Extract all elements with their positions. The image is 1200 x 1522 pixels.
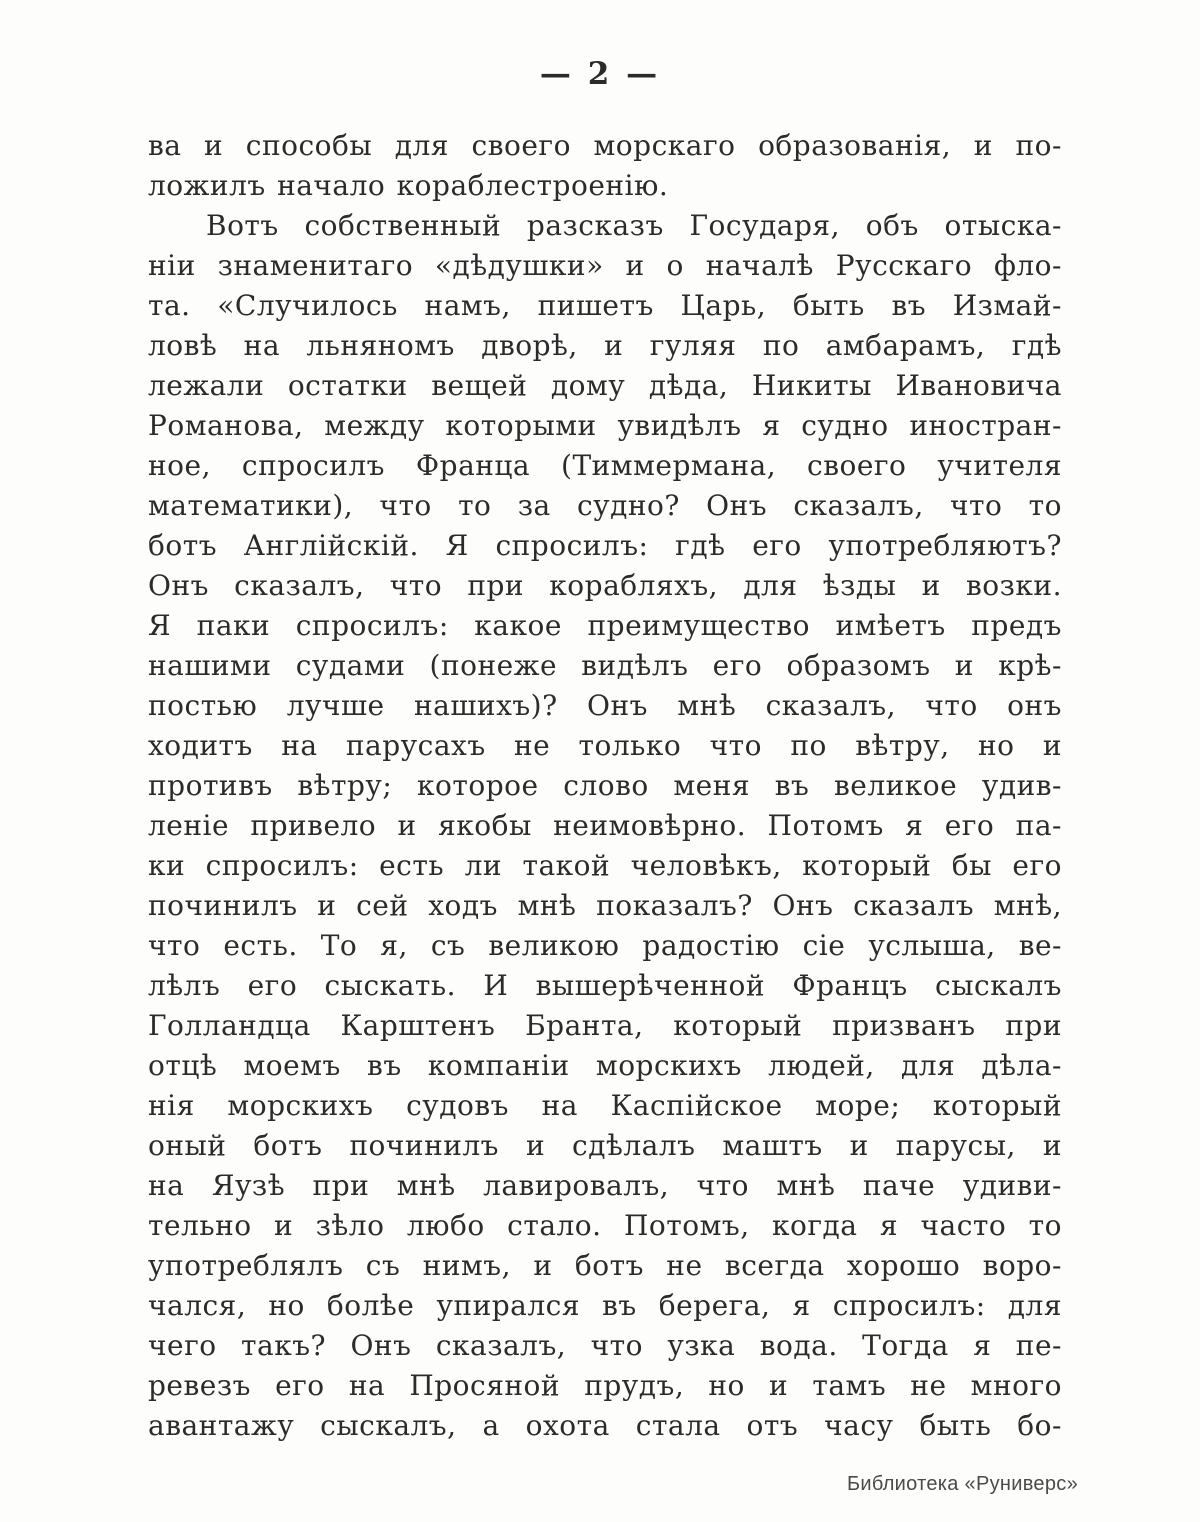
text-line: отцѣ моемъ въ компаніи морскихъ людей, для дѣла- (148, 1049, 1062, 1082)
text-line: лежали остатки вещей дому дѣда, Никиты Ивановича (148, 369, 1062, 402)
text-line: ходитъ на парусахъ не только что по вѣтру, но и (148, 729, 1062, 762)
paragraph (148, 206, 1062, 1446)
text-line: оный ботъ починилъ и сдѣлалъ маштъ и парусы, и (148, 1129, 1062, 1162)
text-line: на Яузѣ при мнѣ лавировалъ, что мнѣ паче удиви- (148, 1169, 1062, 1202)
text-line: чего такъ? Онъ сказалъ, что узка вода. Тогда я пе- (148, 1329, 1062, 1362)
text-line: ки спросилъ: есть ли такой человѣкъ, который бы его (148, 849, 1062, 882)
text-line: тельно и зѣло любо стало. Потомъ, когда я часто то (148, 1209, 1062, 1242)
text-line: ботъ Англійскій. Я спросилъ: гдѣ его употребляютъ? (148, 529, 1062, 562)
library-watermark: Библиотека «Руниверс» (846, 1473, 1078, 1495)
paragraph (148, 126, 1062, 206)
text-line: ніи знаменитаго «дѣдушки» и о началѣ Русскаго фло- (148, 249, 1062, 282)
text-line: противъ вѣтру; которое слово меня въ великое удив- (148, 769, 1062, 802)
text-line: чался, но болѣе упирался въ берега, я спросилъ: для (148, 1289, 1062, 1322)
text-line: Я паки спросилъ: какое преимущество имѣетъ предъ (148, 609, 1062, 642)
text-line: постью лучше нашихъ)? Онъ мнѣ сказалъ, что онъ (148, 689, 1062, 722)
text-line: авантажу сыскалъ, а охота стала отъ часу быть бо- (148, 1409, 1062, 1442)
text-line: ва и способы для своего морскаго образованія, и по- (148, 129, 1062, 162)
text-line: нашими судами (понеже видѣлъ его образомъ и крѣ- (148, 649, 1062, 682)
text-line: ревезъ его на Просяной прудъ, но и тамъ не много (148, 1369, 1062, 1402)
text-line: лѣлъ его сыскать. И вышерѣченной Францъ сыскалъ (148, 969, 1062, 1002)
text-line: математики), что то за судно? Онъ сказалъ, что то (148, 489, 1062, 522)
body-text (148, 126, 1062, 1446)
text-line: Романова, между которыми увидѣлъ я судно иностран- (148, 409, 1062, 442)
text-line: ловѣ на льняномъ дворѣ, и гуляя по амбарамъ, гдѣ (148, 329, 1062, 362)
text-line: что есть. То я, съ великою радостію сіе услыша, ве- (148, 929, 1062, 962)
text-line: починилъ и сей ходъ мнѣ показалъ? Онъ сказалъ мнѣ, (148, 889, 1062, 922)
text-line: нія морскихъ судовъ на Каспійское море; который (148, 1089, 1062, 1122)
text-line: ложилъ начало кораблестроенію. (148, 169, 669, 202)
text-line: леніе привело и якобы неимовѣрно. Потомъ я его па- (148, 809, 1062, 842)
text-line: употреблялъ съ нимъ, и ботъ не всегда хорошо воро- (148, 1249, 1062, 1282)
text-line: та. «Случилось намъ, пишетъ Царь, быть въ Измай- (148, 289, 1062, 322)
text-line: Вотъ собственный разсказъ Государя, объ отыска- (206, 209, 1062, 242)
text-line: ное, спросилъ Франца (Тиммермана, своего учителя (148, 449, 1062, 482)
text-line: Голландца Карштенъ Бранта, который призванъ при (148, 1009, 1062, 1042)
text-line: Онъ сказалъ, что при корабляхъ, для ѣзды и возки. (148, 569, 1062, 602)
page-number: — 2 — (539, 56, 661, 92)
